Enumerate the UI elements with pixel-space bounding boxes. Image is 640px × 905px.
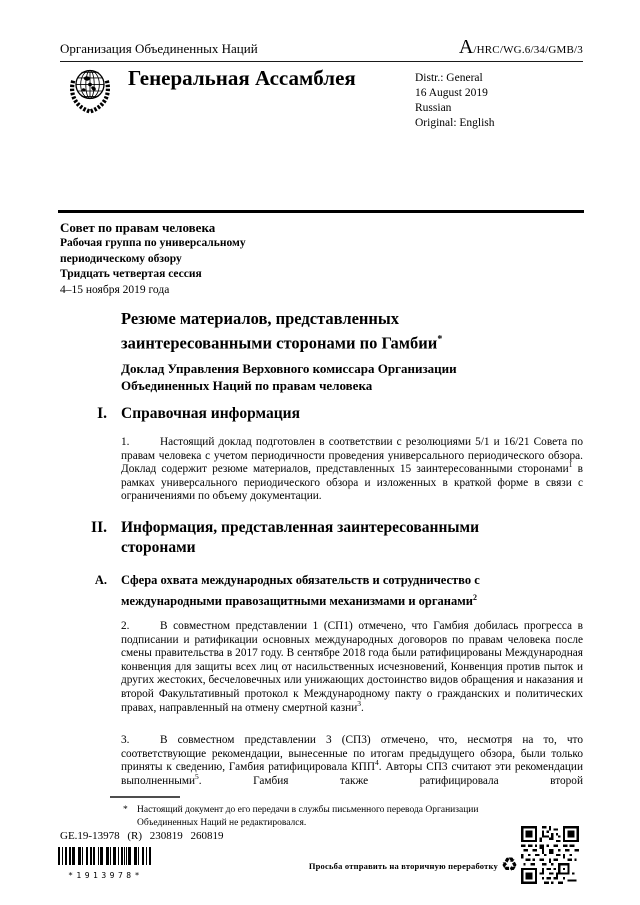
working-group-line1: Рабочая группа по универсальному xyxy=(60,237,246,249)
section-1-heading: Справочная информация xyxy=(121,405,300,422)
distr-line: Distr.: General xyxy=(415,72,483,84)
distr-date: 16 August 2019 xyxy=(415,87,488,99)
paragraph-1-text: Настоящий доклад подготовлен в соответствии с резолюциями 5/1 и 16/21 Совета по правам человека с учетом периодичности проведения универсального периодического обзора. Доклад содержит резюме материалов, представленных 15 заинтересованными сторонами$^1$ в рамках универсального периодического обзора и изложенных в краткой форме в связи с ограничениями по объему документации. xyxy=(121,436,583,503)
document-subtitle: Доклад Управления Верховного комиссара Организации Объединенных Наций по правам человека xyxy=(121,361,457,393)
recycle-note xyxy=(290,856,518,875)
ge-number: GE.19-13978 (R) 230819 260819 xyxy=(60,830,224,842)
paragraph-3-number: 3. xyxy=(121,734,130,746)
organization-name: Организация Объединенных Наций xyxy=(60,41,258,56)
council-name: Совет по правам человека xyxy=(60,220,216,235)
document-symbol-letter: A xyxy=(458,36,474,58)
barcode xyxy=(58,847,153,883)
distr-original: Original: English xyxy=(415,117,495,129)
paragraph-2-text: В совместном представлении 1 (СП1) отмечено, что Гамбия добилась прогресса в подписании и ратификации основных международных договоров по правам человека после смены правительства в 2017 году. В сентябре 2018 года были ратифицированы Международная конвенция для защиты всех лиц от насильственных исчезновений, Конвенция против пыток и других жестоких, бесчеловечных или унижающих достоинство видов обращения и наказания и второй Факультативный протокол к Международному пакту о гражданских и политических правах, направленный на отмену смертной казни$^3$. xyxy=(121,620,583,714)
recycle-note-text: Просьба отправить на вторичную переработку xyxy=(308,860,498,871)
barcode-bars xyxy=(58,847,153,865)
recycle-icon: ♻ xyxy=(500,854,518,876)
section-a-heading: Сфера охвата международных обязательств и сотрудничество с международными правозащитными механизмами и органами$^2$ xyxy=(121,573,480,609)
un-emblem-icon xyxy=(62,64,118,123)
section-2-number: II. xyxy=(91,519,107,536)
section-a xyxy=(60,572,491,610)
session-dates: 4–15 ноября 2019 года xyxy=(60,283,170,296)
masthead xyxy=(60,36,583,59)
section-2 xyxy=(60,518,521,558)
footnote-divider xyxy=(110,796,180,798)
paragraph-1 xyxy=(121,436,583,504)
paragraph-3-text: В совместном представлении 3 (СП3) отмечено, что, несмотря на то, что соответствующие рекомендации, вынесенные по итогам предыдущего обзора, были только приняты к сведению, Гамбия ратифицировала КПП$^4$. Авторы СП3 считают эти рекомендации выполненными$^5$. Гамбия также ратифицировала второй xyxy=(121,734,583,787)
section-2-heading: Информация, представленная заинтересованными сторонами xyxy=(121,519,479,556)
session-number: Тридцать четвертая сессия xyxy=(60,268,202,280)
document-symbol-number: /HRC/WG.6/34/GMB/3 xyxy=(473,44,583,56)
paragraph-3 xyxy=(121,734,583,788)
paragraph-2 xyxy=(121,620,583,715)
section-1 xyxy=(60,404,551,424)
document-title: Резюме материалов, представленных заинтересованными сторонами по Гамбии* xyxy=(121,309,443,353)
paragraph-2-number: 2. xyxy=(121,620,130,632)
assembly-title: Генеральная Ассамблея xyxy=(128,66,356,90)
document-symbol xyxy=(459,36,583,59)
footnote-marker: * xyxy=(123,805,128,815)
section-1-number: I. xyxy=(97,405,107,422)
distr-language: Russian xyxy=(415,102,452,114)
barcode-text: *1913978* xyxy=(65,871,146,880)
section-a-number: A. xyxy=(94,573,107,587)
header-thick-rule xyxy=(58,210,584,213)
qr-code xyxy=(521,826,579,889)
working-group-line2: периодическому обзору xyxy=(60,252,182,265)
distribution-block xyxy=(415,71,495,131)
masthead-divider xyxy=(60,61,583,62)
paragraph-1-number: 1. xyxy=(121,436,130,448)
session-block xyxy=(60,219,246,298)
footnote xyxy=(110,804,490,829)
footnote-text: Настоящий документ до его передачи в службы письменного перевода Организации Объединенных Наций не редактировался. xyxy=(137,805,479,828)
